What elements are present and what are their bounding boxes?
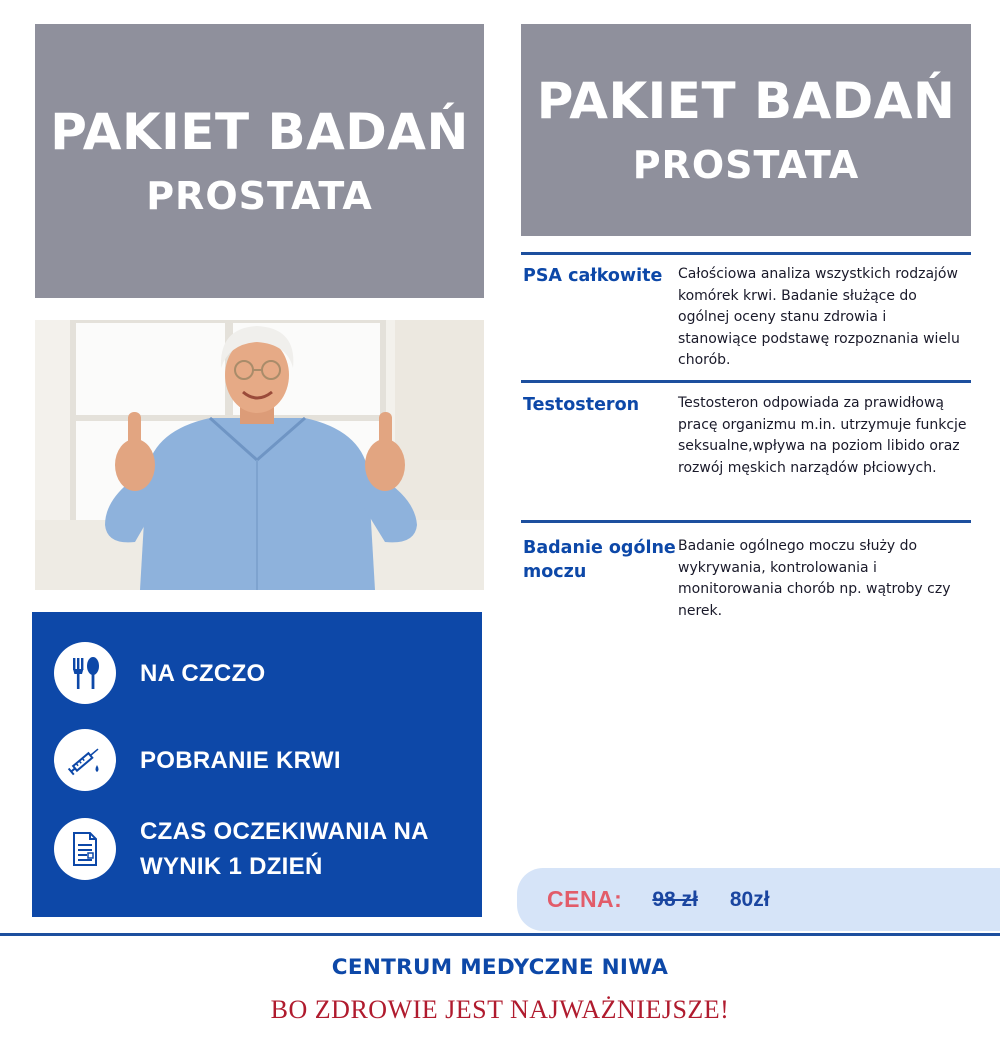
title-main: PAKIET BADAŃ (536, 71, 956, 130)
price-bar (517, 868, 1000, 931)
info-fasting-label: NA CZCZO (140, 659, 266, 687)
test-name: PSA całkowite (523, 266, 663, 286)
info-wait-time (54, 814, 470, 884)
info-blood-draw (54, 729, 341, 791)
title-main: PAKIET BADAŃ (50, 102, 469, 161)
photo-man-thumbs-up (35, 320, 484, 590)
syringe-icon (54, 729, 116, 791)
price-label: CENA: (547, 886, 623, 912)
fork-spoon-icon (54, 642, 116, 704)
test-description: Testosteron odpowiada za prawidłową pracę organizmu m.in. utrzymuje funkcje seksualne,wpływa na poziom libido oraz rozwój męskich narządów płciowych. (678, 395, 967, 476)
clinic-name: CENTRUM MEDYCZNE NIWA (331, 955, 669, 980)
test-name: Testosteron (523, 395, 640, 415)
title-box-right (521, 24, 971, 236)
info-blood-draw-label: POBRANIE KRWI (140, 746, 341, 774)
test-row-urine (523, 536, 971, 622)
info-wait-time-label: CZAS OCZEKIWANIA NA WYNIK 1 DZIEŃ (140, 818, 428, 880)
info-fasting (54, 642, 266, 704)
footer-divider (0, 933, 1000, 936)
test-name: Badanie ogólne moczu (523, 538, 676, 582)
slogan: BO ZDROWIE JEST NAJWAŻNIEJSZE! (270, 995, 730, 1024)
document-icon (54, 818, 116, 880)
divider (521, 380, 971, 383)
info-panel (32, 612, 482, 917)
title-sub: PROSTATA (146, 173, 373, 218)
test-row-psa (523, 264, 971, 372)
test-description: Całościowa analiza wszystkich rodzajów komórek krwi. Badanie służące do ogólnej oceny stanu zdrowia i stanowiące podstawę rozpoznania wielu chorób. (678, 266, 960, 368)
title-box-left (35, 24, 484, 298)
old-price: 98 zł (652, 887, 698, 911)
divider (521, 520, 971, 523)
title-sub: PROSTATA (632, 142, 860, 187)
test-description: Badanie ogólnego moczu służy do wykrywania, kontrolowania i monitorowania chorób np. wątroby czy nerek. (678, 538, 951, 619)
new-price: 80zł (729, 887, 770, 911)
divider (521, 252, 971, 255)
test-row-testosterone (523, 393, 971, 479)
